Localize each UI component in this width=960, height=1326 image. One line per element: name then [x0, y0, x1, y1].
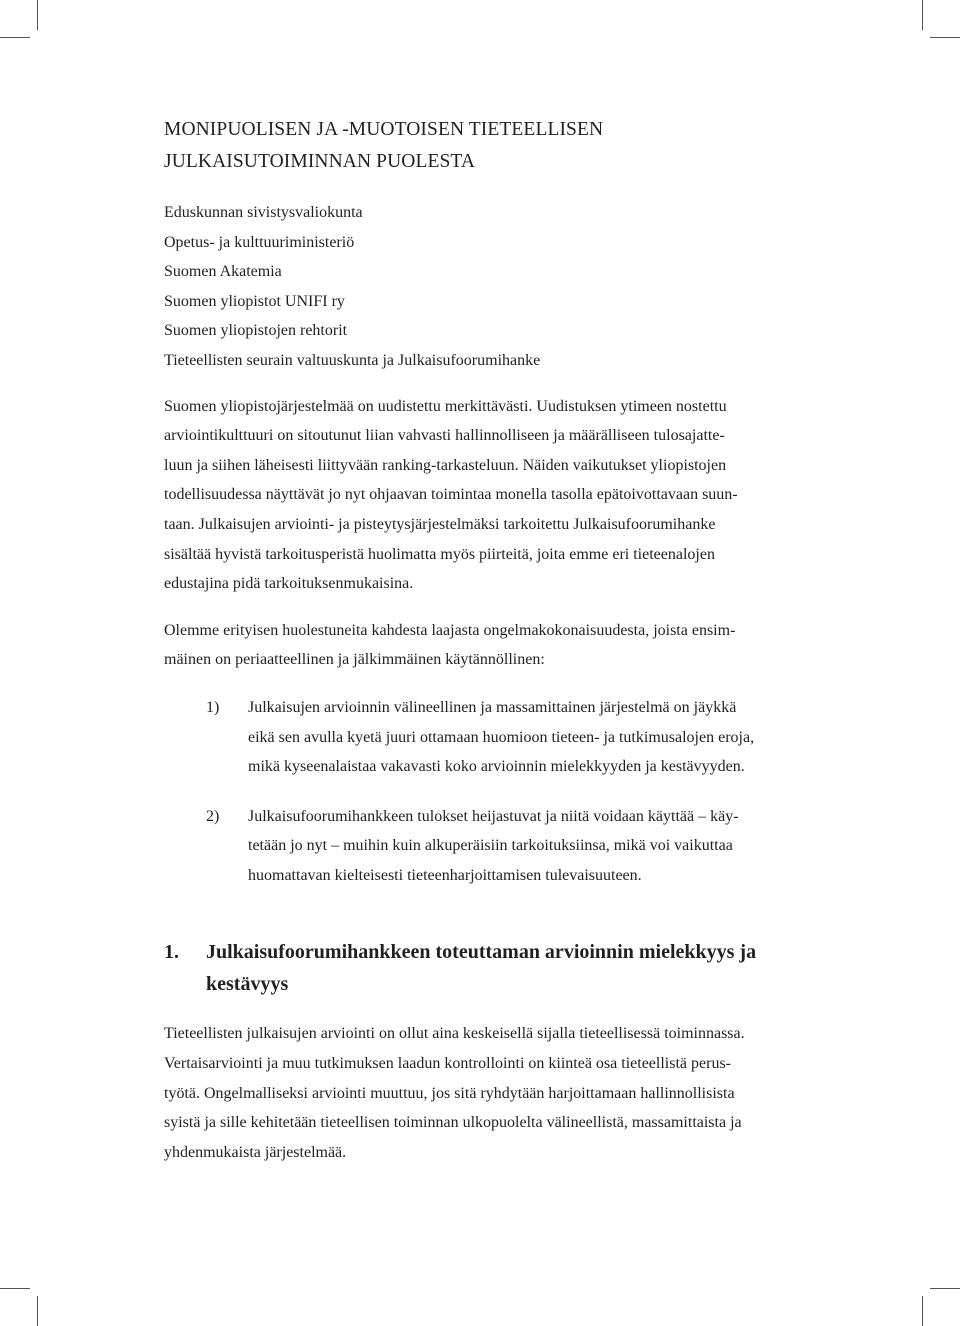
list-item-line: Julkaisufoorumihankkeen tulokset heijastuvat ja niitä voidaan käyttää – käy- [248, 807, 739, 825]
paragraph-line: Olemme erityisen huolestuneita kahdesta laajasta ongelmakokonaisuudesta, joista ensim- [164, 621, 736, 639]
paragraph-line: yhdenmukaista järjestelmää. [164, 1143, 347, 1161]
section-heading-line: Julkaisufoorumihankkeen toteuttaman arvioinnin mielekkyys ja [206, 941, 757, 964]
list-item-line: huomattavan kielteisesti tieteenharjoittamisen tulevaisuuteen. [248, 866, 642, 884]
recipient: Tieteellisten seurain valtuuskunta ja Julkaisufoorumihanke [164, 351, 541, 369]
recipient: Suomen yliopistot UNIFI ry [164, 292, 345, 310]
concerns-paragraph [164, 616, 800, 675]
section-heading [164, 936, 800, 1000]
crop-mark-bottom-left-vertical [37, 1296, 38, 1326]
list-item-line: mikä kyseenalaistaa vakavasti koko arvioinnin mielekkyyden ja kestävyyden. [248, 758, 745, 776]
recipient: Suomen yliopistojen rehtorit [164, 322, 348, 340]
section-number: 1. [164, 941, 179, 964]
title-line: MONIPUOLISEN JA -MUOTOISEN TIETEELLISEN [164, 119, 604, 140]
concern-list [164, 693, 800, 891]
list-item-line: tetään jo nyt – muihin kuin alkuperäisiin tarkoituksiinsa, mikä voi vaikuttaa [248, 837, 733, 855]
paragraph-line: syistä ja sille kehitetään tieteellisen toiminnan ulkopuolelta välineellistä, massamittaista ja [164, 1114, 742, 1132]
paragraph-line: todellisuudessa näyttävät jo nyt ohjaavan toimintaa monella tasolla epätoivottavaan suun- [164, 486, 738, 504]
crop-mark-bottom-left-horizontal [0, 1288, 30, 1289]
crop-mark-top-right-vertical [922, 0, 923, 30]
crop-mark-top-left-vertical [37, 0, 38, 30]
crop-mark-top-right-horizontal [930, 37, 960, 38]
document-title [164, 114, 800, 178]
list-item-line: Julkaisujen arvioinnin välineellinen ja massamittainen järjestelmä on jäykkä [248, 698, 737, 716]
document-page [164, 114, 800, 1167]
paragraph-line: työtä. Ongelmalliseksi arviointi muuttuu, jos sitä ryhdytään harjoittamaan hallinnollisista [164, 1084, 735, 1102]
crop-mark-bottom-right-vertical [922, 1296, 923, 1326]
recipient-list [164, 198, 800, 376]
paragraph-line: sisältää hyvistä tarkoitusperistä huolimatta myös piirteitä, joita emme eri tieteenalojen [164, 545, 715, 563]
crop-mark-top-left-horizontal [0, 37, 30, 38]
intro-paragraph [164, 392, 800, 599]
list-item [164, 693, 800, 782]
section-paragraph [164, 1019, 800, 1167]
title-line: JULKAISUTOIMINNAN PUOLESTA [164, 151, 476, 172]
paragraph-line: mäinen on periaatteellinen ja jälkimmäinen käytännöllinen: [164, 651, 545, 669]
crop-mark-bottom-right-horizontal [930, 1288, 960, 1289]
paragraph-line: edustajina pidä tarkoituksenmukaisina. [164, 575, 414, 593]
paragraph-line: arviointikulttuuri on sitoutunut liian vahvasti hallinnolliseen ja määrälliseen tulosajatte- [164, 427, 725, 445]
section-heading-line: kestävyys [206, 973, 289, 996]
recipient: Eduskunnan sivistysvaliokunta [164, 204, 363, 221]
list-item-number: 1) [206, 698, 220, 716]
paragraph-line: Tieteellisten julkaisujen arviointi on ollut aina keskeisellä sijalla tieteellisessä toiminnassa. [164, 1025, 745, 1043]
list-item-number: 2) [206, 807, 220, 825]
recipient: Opetus- ja kulttuuriministeriö [164, 233, 355, 251]
paragraph-line: Suomen yliopistojärjestelmää on uudistettu merkittävästi. Uudistuksen ytimeen nostettu [164, 397, 727, 415]
paragraph-line: taan. Julkaisujen arviointi- ja pisteytysjärjestelmäksi tarkoitettu Julkaisufoorumihanke [164, 515, 716, 533]
paragraph-line: luun ja siihen läheisesti liittyvään ranking-tarkasteluun. Näiden vaikutukset yliopistojen [164, 456, 727, 474]
recipient: Suomen Akatemia [164, 263, 282, 281]
paragraph-line: Vertaisarviointi ja muu tutkimuksen laadun kontrollointi on kiinteä osa tieteellistä perus- [164, 1055, 731, 1073]
list-item-line: eikä sen avulla kyetä juuri ottamaan huomioon tieteen- ja tutkimusalojen eroja, [248, 728, 755, 746]
list-item [164, 802, 800, 891]
